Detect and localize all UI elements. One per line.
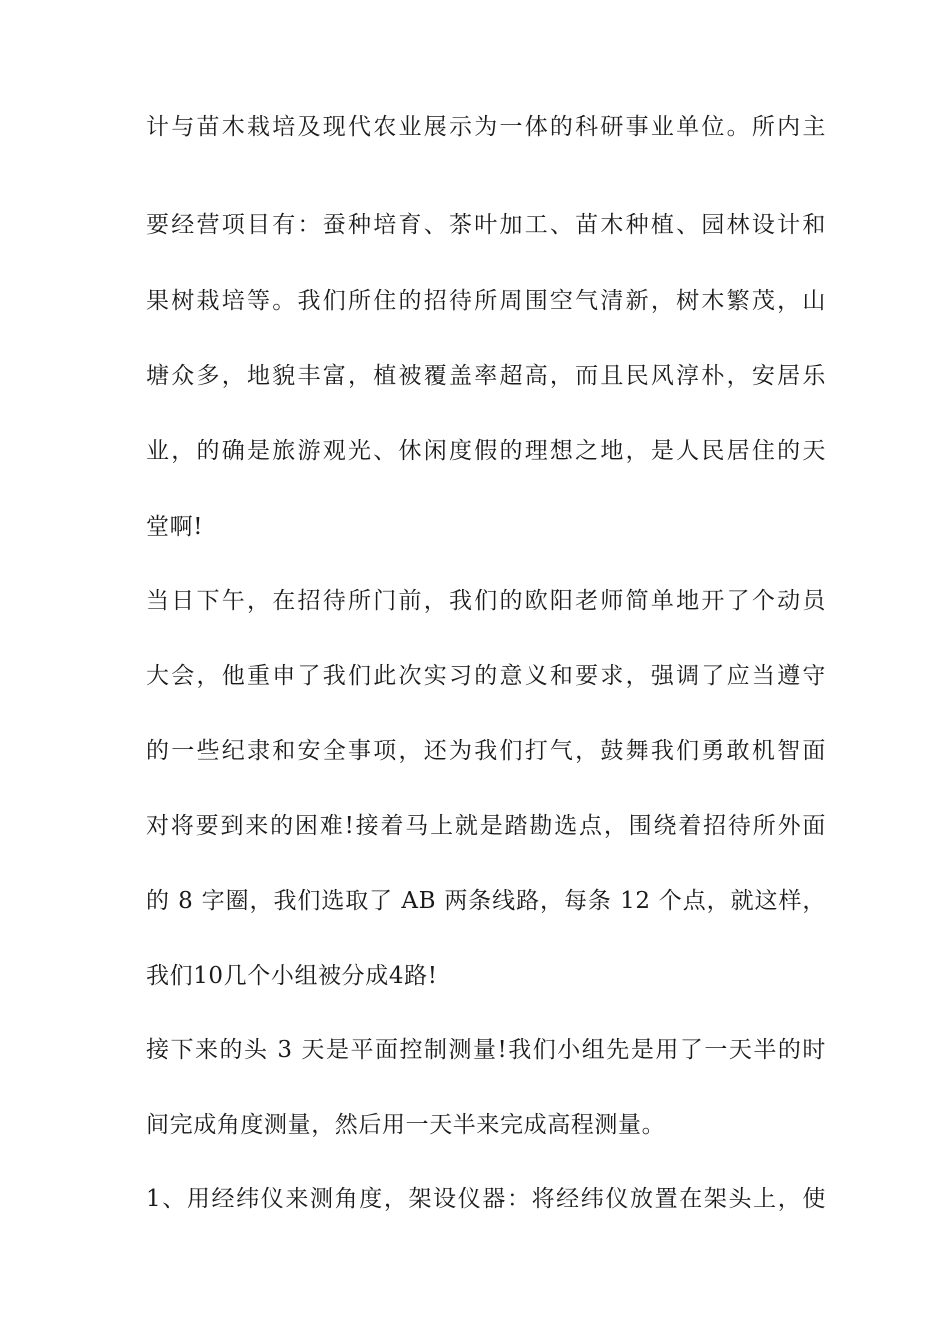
text-line: 要经营项目有：蚕种培育、茶叶加工、苗木种植、园林设计和 — [146, 212, 826, 238]
text-line: 当日下午，在招待所门前，我们的欧阳老师简单地开了个动员 — [146, 588, 826, 614]
text-line: 业，的确是旅游观光、休闲度假的理想之地，是人民居住的天 — [146, 438, 826, 464]
text-line: 我们10几个小组被分成4路! — [146, 963, 438, 989]
text-line: 计与苗木栽培及现代农业展示为一体的科研事业单位。所内主 — [146, 114, 826, 140]
text-line: 1、用经纬仪来测角度，架设仪器：将经纬仪放置在架头上，使 — [146, 1186, 826, 1212]
text-line: 果树栽培等。我们所住的招待所周围空气清新，树木繁茂，山 — [146, 288, 826, 314]
text-line: 对将要到来的困难!接着马上就是踏勘选点，围绕着招待所外面 — [146, 813, 826, 839]
text-line: 接下来的头 3 天是平面控制测量!我们小组先是用了一天半的时 — [146, 1037, 826, 1063]
text-line: 大会，他重申了我们此次实习的意义和要求，强调了应当遵守 — [146, 663, 826, 689]
text-line: 的一些纪隶和安全事项，还为我们打气，鼓舞我们勇敢机智面 — [146, 738, 826, 764]
text-line: 的 8 字圈，我们选取了 AB 两条线路，每条 12 个点，就这样， — [146, 888, 826, 914]
text-line: 塘众多，地貌丰富，植被覆盖率超高，而且民风淳朴，安居乐 — [146, 363, 826, 389]
text-line: 堂啊! — [146, 514, 204, 540]
text-line: 间完成角度测量，然后用一天半来完成高程测量。 — [146, 1112, 666, 1138]
